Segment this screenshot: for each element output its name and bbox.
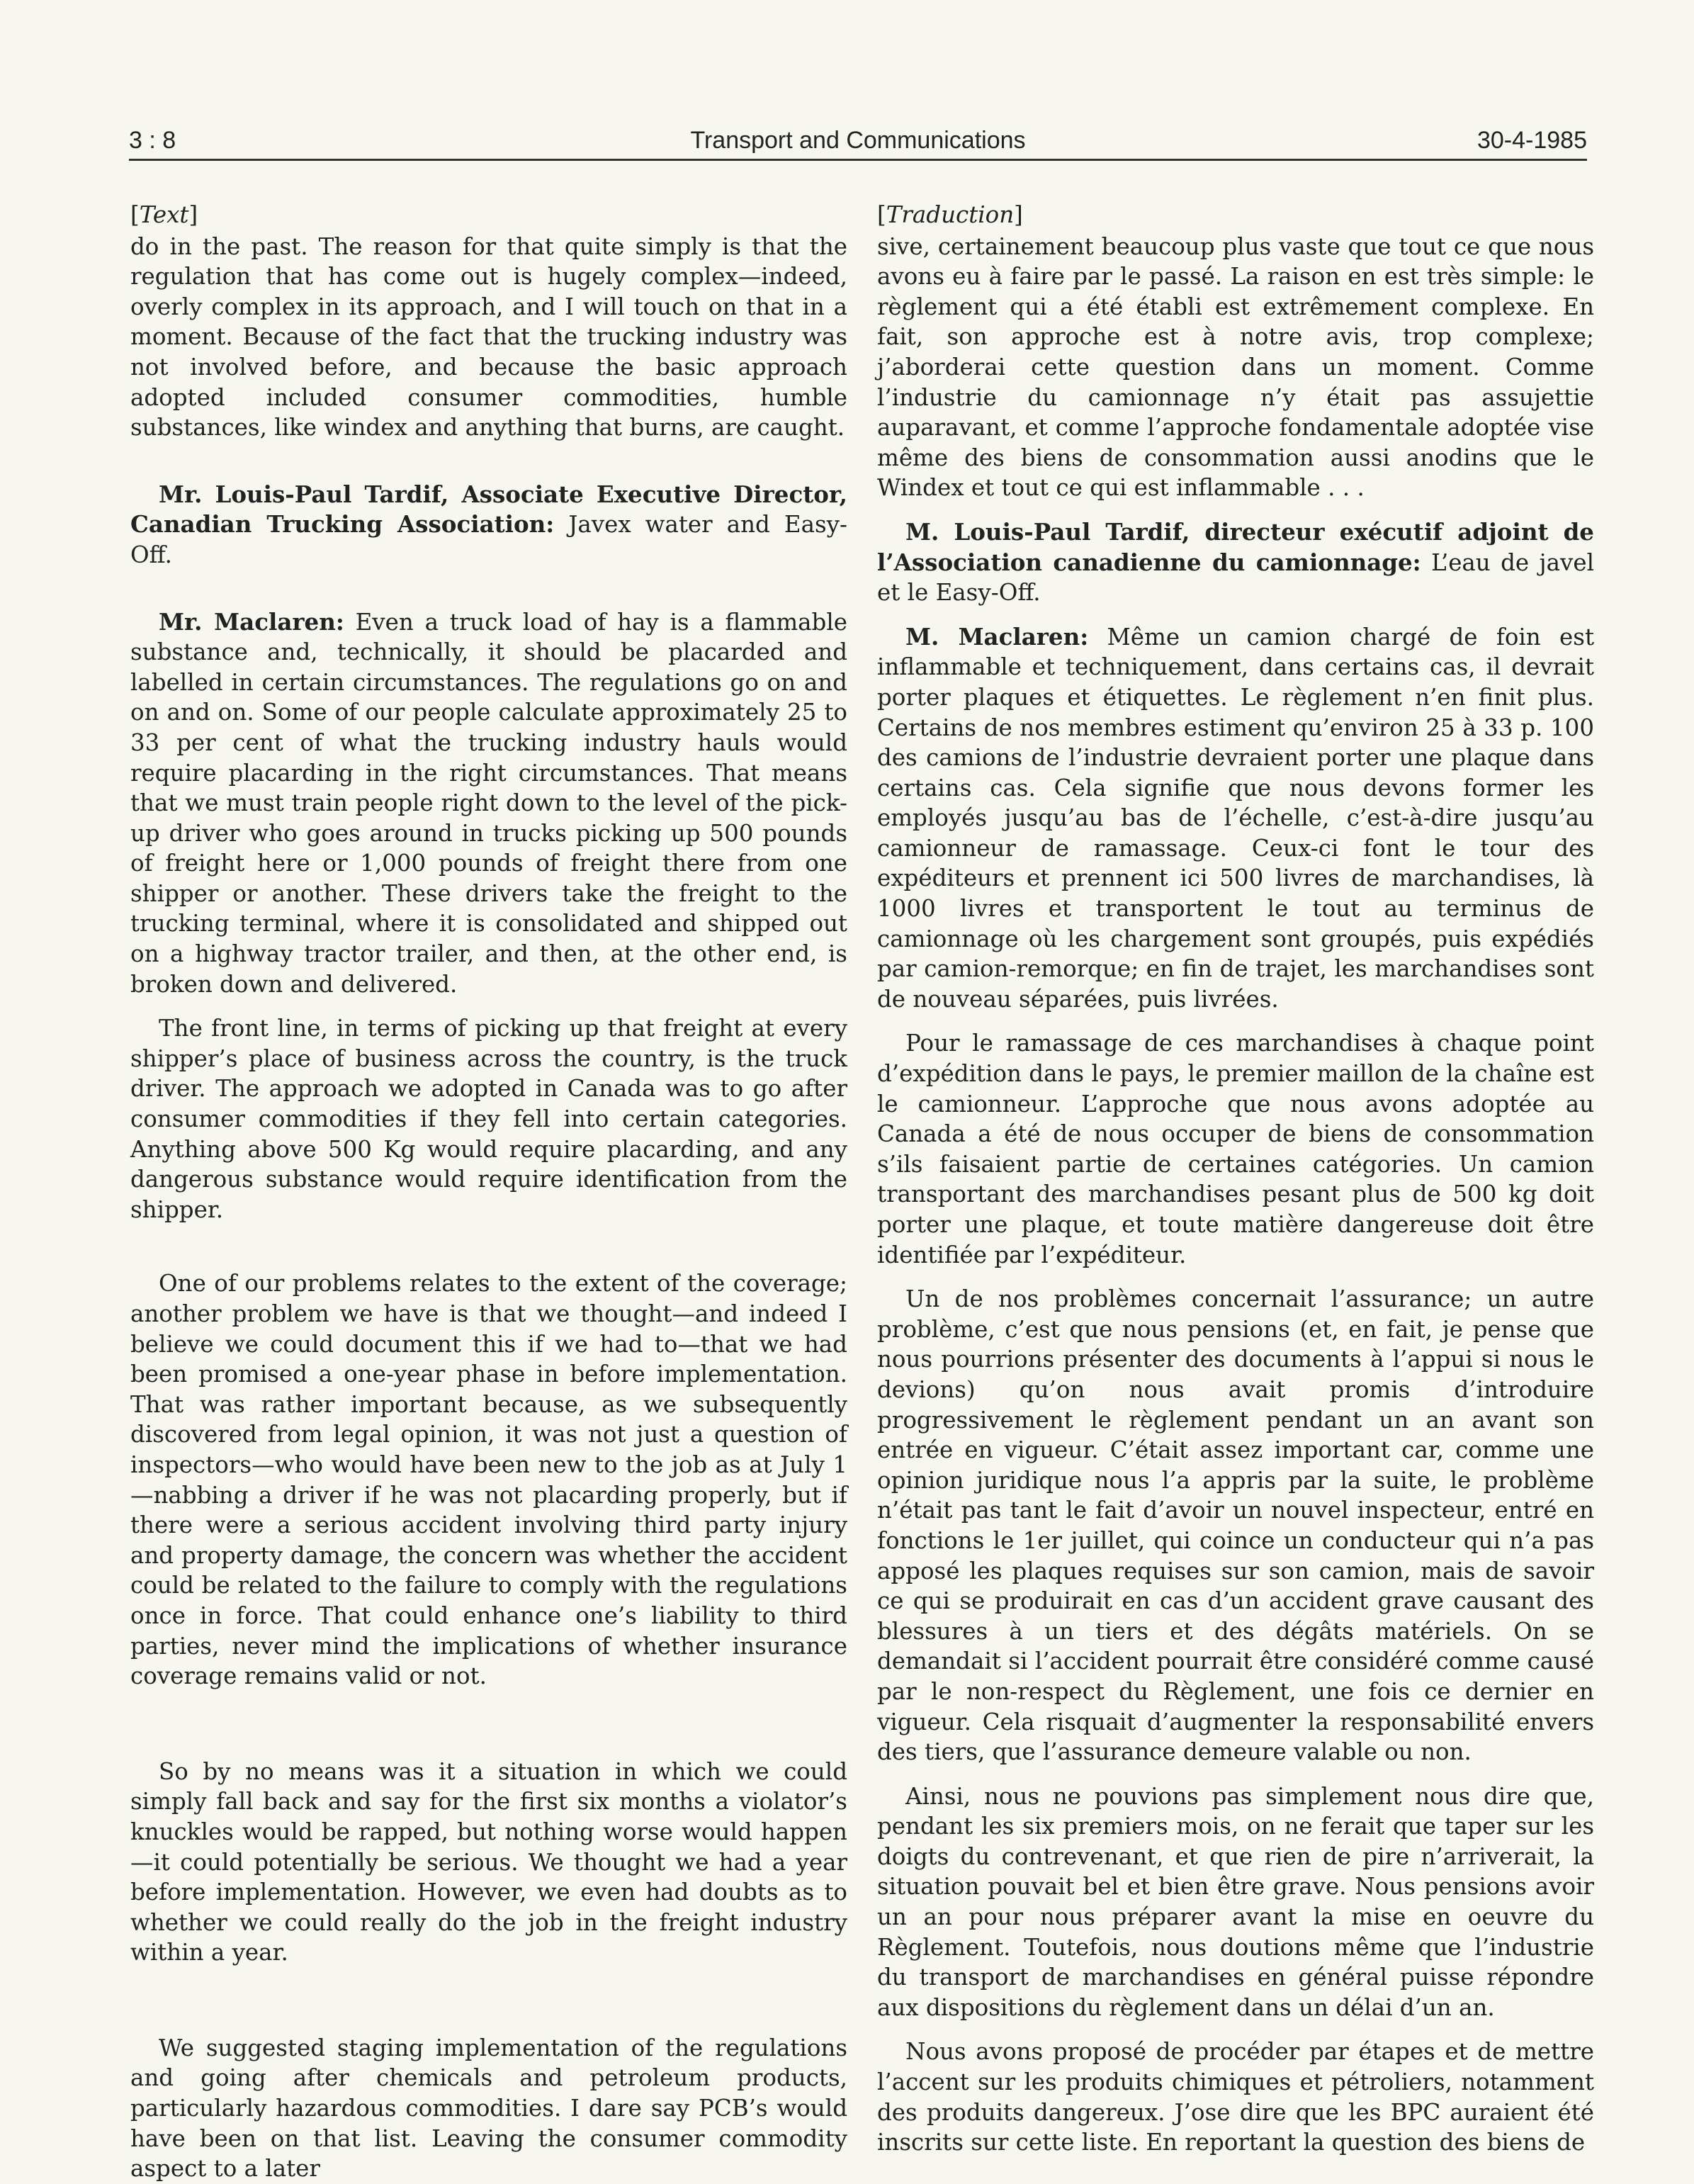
speaker-name: M. Maclaren: — [905, 622, 1089, 651]
paragraph: So by no means was it a situation in which we could simply fall back and say for the first six months a violator’s knuckles would be rapped, but nothing worse would happen—it could potentially be serious. We thought we had a year before implementation. However, we even had doubts as to whether we could really do the job in the freight industry within a year. — [130, 1757, 847, 1966]
english-column — [130, 200, 847, 2184]
paragraph: Pour le ramassage de ces marchandises à chaque point d’expédition dans le pays, le premier maillon de la chaîne est le camionneur. L’approche que nous avons adoptée au Canada a été de nous occuper de biens de consommation s’ils faisaient partie de certaines catégories. Un camion transportant des marchandises pesant plus de 500 kg doit porter une plaque, et toute matière dangereuse doit être identifiée par l’expéditeur. — [877, 1030, 1594, 1268]
paragraph: We suggested staging implementation of the regulations and going after chemicals and petroleum products, particularly hazardous commodities. I dare say PCB’s would have been on that list. Leaving the consumer commodity aspect to a later — [130, 2034, 847, 2183]
paragraph: sive, certainement beaucoup plus vaste que tout ce que nous avons eu à faire par le passé. La raison en est très simple: le règlement qui a été établi est extrêmement complexe. En fait, son approche est à notre avis, trop complexe; j’aborderai cette question dans un moment. Comme l’industrie du camionnage n’y était pas assujettie auparavant, et comme l’approche fondamentale adoptée vise même des biens de consommation aussi anodins que le Windex et tout ce qui est inflammable . . . — [877, 232, 1594, 502]
speaker-name: Mr. Maclaren: — [159, 607, 344, 636]
column-tag: [Traduction] — [877, 201, 1023, 228]
french-column — [877, 200, 1594, 2158]
column-tag: [Text] — [130, 201, 198, 228]
paragraph: Nous avons proposé de procéder par étapes et de mettre l’accent sur les produits chimiques et pétroliers, notamment des produits dangereux. J’ose dire que les BPC auraient été inscrits sur cette liste. En reportant la question des biens de — [877, 2038, 1594, 2156]
paragraph: M. Maclaren: Même un camion chargé de foin est inflammable et techniquement, dans certains cas, il devrait porter plaques et étiquettes. Le règlement n’en finit plus. Certains de nos membres estiment qu’environ 25 à 33 p. 100 des camions de l’industrie devraient porter une plaque dans certains cas. Cela signifie que nous devons former les employés jusqu’au bas de l’échelle, c’est-à-dire jusqu’au camionneur de ramassage. Ceux-ci font le tour des expéditeurs et prennent ici 500 livres de marchandises, là 1000 livres et transportent le tout au terminus de camionnage où les chargement sont groupés, puis expédiés par camion-remorque; en fin de trajet, les marchandises sont de nouveau séparées, puis livrées. — [877, 622, 1595, 1013]
paragraph: Ainsi, nous ne pouvions pas simplement nous dire que, pendant les six premiers mois, on ne ferait que taper sur les doigts du contrevenant, et que rien de pire n’arriverait, la situation pouvait bel et bien être grave. Nous pensions avoir un an pour nous préparer avant la mise en oeuvre du Règlement. Toutefois, nous doutions même que l’industrie du transport de marchandises en général puisse répondre aux dispositions du règlement dans un délai d’un an. — [877, 1782, 1594, 2021]
page-header — [129, 122, 1587, 161]
header-date: 30-4-1985 — [1476, 127, 1587, 154]
running-title: Transport and Communications — [690, 127, 1026, 154]
paragraph: Un de nos problèmes concernait l’assurance; un autre problème, c’est que nous pensions (et, en fait, je pense que nous pourrions présenter des documents à l’appui si nous le devions) qu’on nous avait promis d’introduire progressivement le règlement pendant un an avant son entrée en vigueur. C’était assez important car, comme une opinion juridique nous l’a appris par la suite, le problème n’était pas tant le fait d’avoir un nouvel inspecteur, entré en fonctions le 1er juillet, qui coince un conducteur qui n’a pas apposé les plaques requises sur son camion, mais de savoir ce qui se produirait en cas d’un accident grave causant des blessures à un tiers et des dégâts matériels. On se demandait si l’accident pourrait être considéré comme causé par le non-respect du Règlement, une fois ce dernier en vigueur. Cela risquait d’augmenter la responsabilité envers des tiers, que l’assurance demeure valable ou non. — [877, 1285, 1594, 1766]
page-number: 3 : 8 — [129, 127, 176, 154]
paragraph: Mr. Maclaren: Even a truck load of hay is a flammable substance and, technically, it should be placarded and labelled in certain circumstances. The regulations go on and on and on. Some of our people calculate approximately 25 to 33 per cent of what the trucking industry hauls would require placarding in the right circumstances. That means that we must train people right down to the level of the pick-up driver who goes around in trucks picking up 500 pounds of freight here or 1,000 pounds of freight there from one shipper or another. These drivers take the freight to the trucking terminal, where it is consolidated and shipped out on a highway tractor trailer, and then, at the other end, is broken down and delivered. — [130, 607, 847, 998]
paragraph: Mr. Louis-Paul Tardif, Associate Executive Director, Canadian Trucking Association: Javex water and Easy-Off. — [130, 480, 847, 568]
speaker-name: Mr. Louis-Paul Tardif, Associate Executive Director, Canadian Trucking Association: — [130, 480, 847, 539]
paragraph: M. Louis-Paul Tardif, directeur exécutif adjoint de l’Association canadienne du camionnage: L’eau de javel et le Easy-Off. — [877, 517, 1595, 607]
paragraph: The front line, in terms of picking up that freight at every shipper’s place of business across the country, is the truck driver. The approach we adopted in Canada was to go after consumer commodities if they fell into certain categories. Anything above 500 Kg would require placarding, and any dangerous substance would require identification from the shipper. — [130, 1015, 847, 1223]
paragraph: do in the past. The reason for that quite simply is that the regulation that has come out is hugely complex—indeed, overly complex in its approach, and I will touch on that in a moment. Because of the fact that the trucking industry was not involved before, and because the basic approach adopted included consumer commodities, humble substances, like windex and anything that burns, are caught. — [130, 232, 847, 441]
speaker-name: M. Louis-Paul Tardif, directeur exécutif adjoint de l’Association canadienne du camionnage: — [877, 517, 1594, 576]
paragraph: One of our problems relates to the extent of the coverage; another problem we have is that we thought—and indeed I believe we could document this if we had to—that we had been promised a one-year phase in before implementation. That was rather important because, as we subsequently discovered from legal opinion, it was not just a question of inspectors—who would have been new to the job as at July 1—nabbing a driver if he was not placarding properly, but if there were a serious accident involving third party injury and property damage, the concern was whether the accident could be related to the failure to comply with the regulations once in force. That could enhance one’s liability to third parties, never mind the implications of whether insurance coverage remains valid or not. — [130, 1270, 847, 1690]
